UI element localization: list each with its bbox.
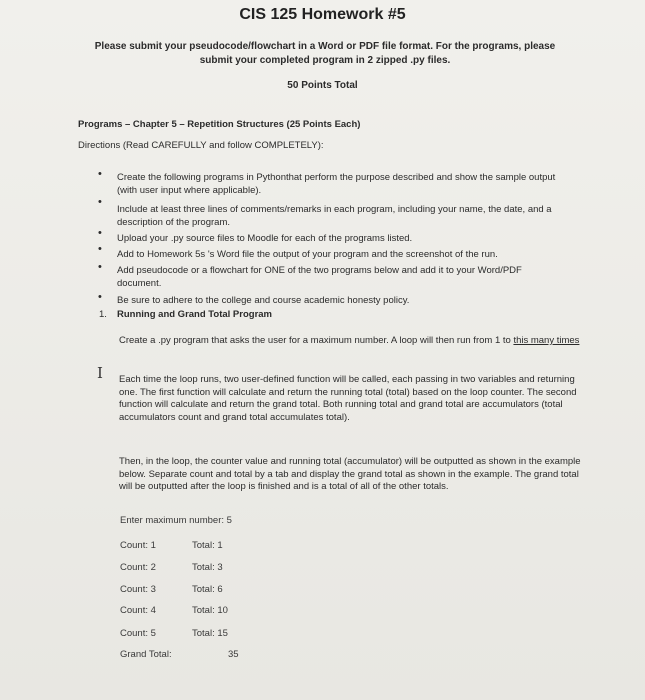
numbered-item-label: Running and Grand Total Program — [117, 309, 272, 320]
bullet-icon: • — [98, 261, 102, 273]
directions-heading: Directions (Read CAREFULLY and follow COMPLETELY): — [78, 140, 324, 151]
paragraph-1-link-text: this many times — [513, 335, 580, 346]
text-cursor-icon: I — [97, 364, 103, 382]
example-total: Total: 10 — [192, 605, 228, 616]
example-total: Total: 15 — [192, 628, 228, 639]
bullet-item: Upload your .py source files to Moodle for each of the programs listed. — [117, 233, 413, 244]
submission-instructions: Please submit your pseudocode/flowchart in a Word or PDF file format. For the programs, please submit your completed program in 2 zipped .py files. — [94, 41, 556, 66]
list-number: 1. — [99, 309, 107, 320]
bullet-icon: • — [98, 227, 102, 239]
paragraph-1 — [119, 335, 584, 348]
example-count: Count: 1 — [120, 540, 156, 551]
example-total: Total: 1 — [192, 540, 223, 551]
bullet-icon: • — [98, 196, 102, 208]
example-prompt: Enter maximum number: 5 — [120, 515, 232, 526]
bullet-icon: • — [98, 291, 102, 303]
bullet-icon: • — [98, 168, 102, 180]
paragraph-3: Then, in the loop, the counter value and running total (accumulator) will be outputted as shown in the example below. Separate count and total by a tab and display the grand total as shown in the example. The grand total will be outputted after the loop is finished and is a total of all of the other totals. — [119, 456, 581, 492]
section-heading: Programs – Chapter 5 – Repetition Structures (25 Points Each) — [78, 119, 361, 130]
example-count: Count: 4 — [120, 605, 156, 616]
bullet-item: Be sure to adhere to the college and course academic honesty policy. — [117, 295, 410, 306]
example-total: Total: 3 — [192, 562, 223, 573]
example-count: Count: 3 — [120, 584, 156, 595]
bullet-item: Include at least three lines of comments/remarks in each program, including your name, the date, and a description of the program. — [117, 204, 552, 228]
bullet-item: Add pseudocode or a flowchart for ONE of the two programs below and add it to your Word/PDF document. — [117, 265, 522, 289]
example-grand-total-value: 35 — [228, 649, 239, 660]
paragraph-2: Each time the loop runs, two user-defined function will be called, each passing in two variables and returning one. The first function will calculate and return the running total (total) based on the loop counter. The second function will calculate and return the grand total. Both running total and grand total are accumulators (total accumulators count and grand total accumulates total). — [119, 374, 577, 423]
example-count: Count: 2 — [120, 562, 156, 573]
bullet-item: Add to Homework 5s 's Word file the output of your program and the screenshot of the run. — [117, 249, 498, 260]
example-count: Count: 5 — [120, 628, 156, 639]
bullet-item: Create the following programs in Pythonthat perform the purpose described and show the sample output (with user input where applicable). — [117, 172, 556, 196]
paragraph-1-text: Create a .py program that asks the user for a maximum number. A loop will then run from 1 to — [119, 335, 514, 346]
document-title: CIS 125 Homework #5 — [239, 6, 406, 23]
example-grand-total-label: Grand Total: — [120, 649, 172, 660]
example-total: Total: 6 — [192, 584, 223, 595]
points-total: 50 Points Total — [287, 80, 358, 91]
bullet-icon: • — [98, 243, 102, 255]
